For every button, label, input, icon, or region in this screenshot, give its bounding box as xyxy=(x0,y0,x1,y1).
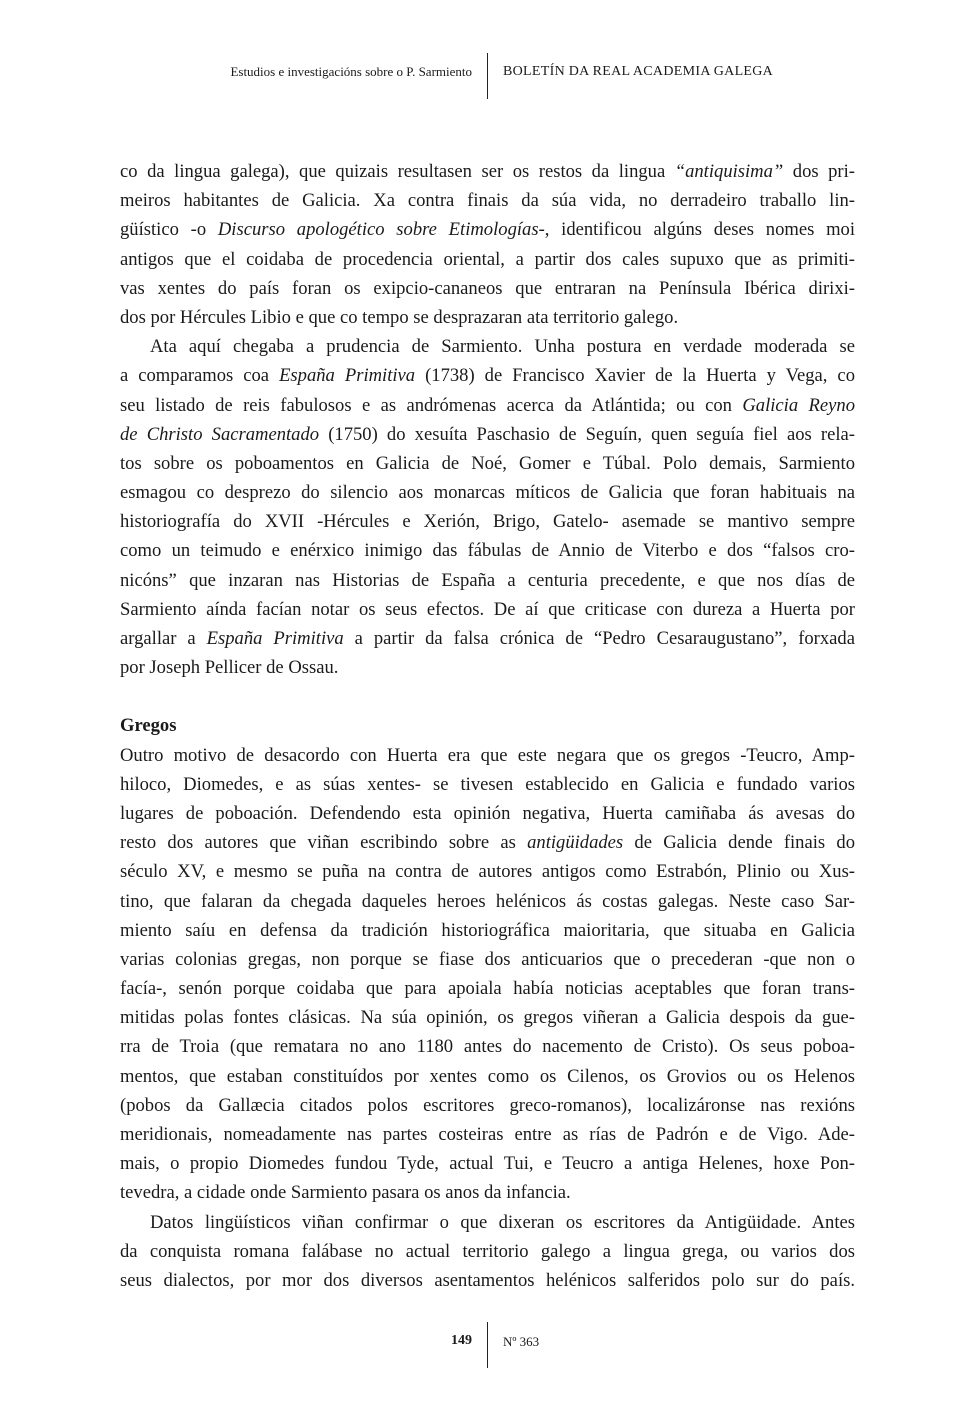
text-line xyxy=(120,332,855,361)
paragraph xyxy=(120,157,855,332)
text-line xyxy=(120,887,855,916)
header-divider xyxy=(487,53,488,99)
running-header-journal: BOLETÍN DA REAL ACADEMIA GALEGA xyxy=(503,64,774,79)
text-segment: Sarmiento aínda facían notar os seus efectos. De aí que criticase con dureza a Huerta por xyxy=(120,598,855,620)
text-line xyxy=(120,1003,855,1032)
text-segment: lugares de poboación. Defendendo esta opinión negativa, Huerta camiñaba ás avesas do xyxy=(120,802,855,824)
italic-title: de Christo Sacramentado xyxy=(120,423,320,445)
text-line xyxy=(120,595,855,624)
text-line xyxy=(120,945,855,974)
text-segment: Ata aquí chegaba a prudencia de Sarmiento. Unha postura en verdade moderada se xyxy=(150,336,855,358)
text-line xyxy=(120,507,855,536)
text-segment: co da lingua galega), que quizais resultasen ser os restos da lingua xyxy=(120,161,675,182)
text-segment: hiloco, Diomedes, e as súas xentes- se tivesen establecido en Galicia e fundado varios xyxy=(120,773,855,795)
text-segment: seu listado de reis fabulosos e as andrómenas acerca da Atlántida; ou con xyxy=(120,394,743,416)
text-segment: vas xentes do país foran os exipcio-cananeos que entraran na Península Ibérica dirixi- xyxy=(120,277,855,299)
paragraph xyxy=(120,1208,855,1296)
text-segment: (1750) do xesuíta Paschasio de Seguín, quen seguía fiel aos rela- xyxy=(319,423,855,445)
text-segment: mitidas polas fontes clásicas. Na súa opinión, os gregos viñeran a Galicia despois da gue- xyxy=(120,1007,855,1029)
text-segment: como un teimudo e enérxico inimigo das fábulas de Annio de Viterbo e dos “falsos cro- xyxy=(120,540,855,562)
italic-title: “antiquisima” xyxy=(674,161,784,182)
text-line xyxy=(120,857,855,886)
text-segment: güístico -o xyxy=(120,219,218,241)
text-line xyxy=(120,391,855,420)
text-line xyxy=(120,624,855,653)
text-line xyxy=(120,653,855,682)
text-line xyxy=(120,245,855,274)
text-line xyxy=(120,828,855,857)
text-segment: esmagou co desprezo do silencio aos monarcas míticos de Galicia que foran habituais na xyxy=(120,482,855,504)
text-segment: a comparamos coa xyxy=(120,365,280,387)
text-line xyxy=(120,799,855,828)
text-segment: varias colonias gregas, non porque se fiase dos anticuarios que o precederan -que non o xyxy=(120,948,855,970)
text-segment: a partir da falsa crónica de “Pedro Cesaraugustano”, forxada xyxy=(343,628,855,649)
text-segment: seus dialectos, por mor dos diversos asentamentos helénicos salferidos polo sur do país. xyxy=(120,1269,855,1291)
text-segment: tino, que falaran da chegada daqueles heroes helénicos ás costas galegas. Neste caso Sar- xyxy=(120,890,855,912)
text-segment: historiografía do XVII -Hércules e Xerión, Brigo, Gatelo- asemade se mantivo sempre xyxy=(120,511,855,533)
text-line xyxy=(120,1032,855,1061)
italic-title: España Primitiva xyxy=(279,365,416,387)
text-segment: argallar a xyxy=(120,628,207,649)
footer-divider xyxy=(487,1322,488,1368)
text-line xyxy=(120,449,855,478)
text-segment: mais, o propio Diomedes fundou Tyde, actual Tui, e Teucro a antiga Helenes, hoxe Pon- xyxy=(120,1153,855,1175)
italic-title: España Primitiva xyxy=(206,628,344,649)
section-heading: Gregos xyxy=(120,715,177,737)
page-number: 149 xyxy=(451,1333,472,1348)
text-line xyxy=(120,1120,855,1149)
text-line xyxy=(120,157,855,186)
issue-number: Nº 363 xyxy=(503,1334,540,1349)
text-segment: miento saíu en defensa da tradición historiográfica maioritaria, que situaba en Galicia xyxy=(120,919,855,941)
text-segment: tevedra, a cidade onde Sarmiento pasara os anos da infancia. xyxy=(120,1182,571,1204)
text-line xyxy=(120,186,855,215)
text-segment: meiros habitantes de Galicia. Xa contra finais da súa vida, no derradeiro traballo lin- xyxy=(120,190,855,212)
text-line xyxy=(120,1062,855,1091)
text-line xyxy=(120,215,855,244)
text-segment: dos por Hércules Libio e que co tempo se desprazaran ata territorio galego. xyxy=(120,306,679,328)
italic-title: antigüidades xyxy=(527,832,624,854)
text-segment: -, identificou algúns deses nomes moi xyxy=(538,219,855,241)
text-segment: antigos que el coidaba de procedencia oriental, a partir dos cales supuxo que as primiti- xyxy=(120,248,855,270)
text-line xyxy=(120,1237,855,1266)
text-segment: Outro motivo de desacordo con Huerta era que este negara que os gregos -Teucro, Amp- xyxy=(120,744,855,766)
text-segment: tos sobre os poboamentos en Galicia de Noé, Gomer e Túbal. Polo demais, Sarmiento xyxy=(120,452,855,474)
text-line xyxy=(120,974,855,1003)
text-segment: meridionais, nomeadamente nas partes costeiras entre as rías de Padrón e de Vigo. Ade- xyxy=(120,1124,855,1145)
text-segment: por Joseph Pellicer de Ossau. xyxy=(120,657,339,679)
running-header-section: Estudios e investigacións sobre o P. Sarmiento xyxy=(230,64,472,79)
text-line xyxy=(120,536,855,565)
text-segment: (1738) de Francisco Xavier de la Huerta y Vega, co xyxy=(415,365,855,387)
text-line xyxy=(120,741,855,770)
text-segment: de Galicia dende finais do xyxy=(623,832,855,854)
text-line xyxy=(120,303,855,332)
text-segment: século XV, e mesmo se puña na contra de autores antigos como Estrabón, Plinio ou Xus- xyxy=(120,861,855,883)
text-segment: resto dos autores que viñan escribindo sobre as xyxy=(120,832,528,854)
text-line xyxy=(120,478,855,507)
text-line xyxy=(120,1091,855,1120)
text-line xyxy=(120,420,855,449)
text-line xyxy=(120,566,855,595)
section-spacer xyxy=(120,682,855,711)
text-segment: rra de Troia (que rematara no ano 1180 antes do nacemento de Cristo). Os seus poboa- xyxy=(120,1036,855,1058)
text-segment: facía-, senón porque coidaba que para apoiala había noticias aceptables que foran trans- xyxy=(120,978,855,1000)
text-segment: (pobos da Gallæcia citados polos escritores greco-romanos), localizáronse nas rexións xyxy=(120,1094,855,1116)
text-line xyxy=(120,770,855,799)
text-line xyxy=(120,916,855,945)
paragraph xyxy=(120,332,855,682)
italic-title: Galicia Reyno xyxy=(742,394,855,416)
text-line xyxy=(120,361,855,390)
paragraph xyxy=(120,741,855,1208)
text-line xyxy=(120,1178,855,1207)
italic-title: Discurso apologético sobre Etimologías xyxy=(217,219,539,241)
text-line xyxy=(120,1149,855,1178)
article-body xyxy=(120,157,855,1295)
text-line xyxy=(120,274,855,303)
text-line xyxy=(120,1208,855,1237)
text-segment: dos pri- xyxy=(783,161,855,182)
text-segment: nicóns” que inzaran nas Historias de España a centuria precedente, e que nos días de xyxy=(120,569,855,591)
text-segment: da conquista romana falábase no actual territorio galego a lingua grega, ou varios dos xyxy=(120,1240,855,1262)
text-segment: mentos, que estaban constituídos por xentes como os Cilenos, os Grovios ou os Helenos xyxy=(120,1065,855,1087)
text-line xyxy=(120,1266,855,1295)
text-segment: Datos lingüísticos viñan confirmar o que dixeran os escritores da Antigüidade. Antes xyxy=(150,1211,855,1233)
